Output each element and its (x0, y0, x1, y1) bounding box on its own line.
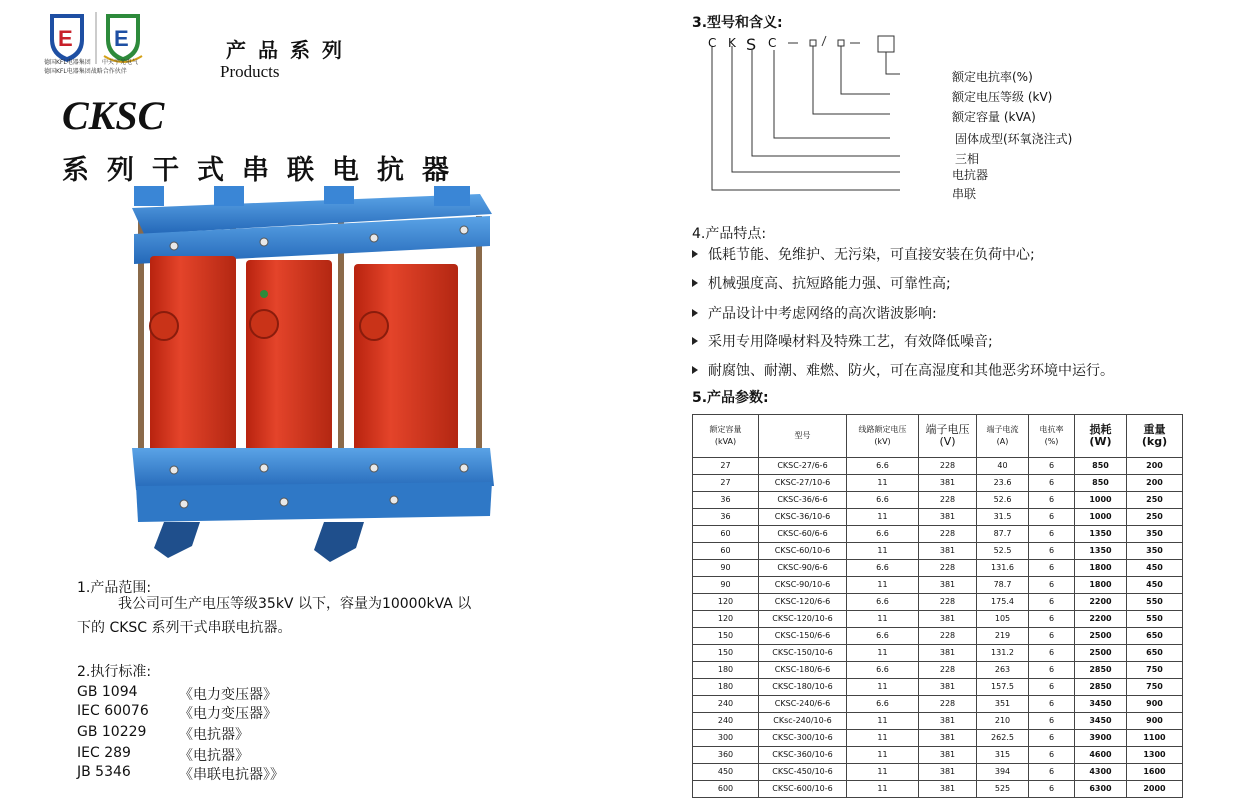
table-cell: CKSC-120/6-6 (759, 594, 847, 611)
standard-code: GB 10229 (77, 724, 147, 740)
table-cell: 250 (1127, 509, 1183, 526)
column-header: 端子电流 (A) (977, 415, 1029, 458)
table-cell: 381 (919, 543, 977, 560)
table-cell: 1300 (1127, 747, 1183, 764)
table-cell: 36 (693, 509, 759, 526)
table-cell: 11 (847, 577, 919, 594)
table-row (693, 594, 1183, 611)
table-cell: 350 (1127, 543, 1183, 560)
table-row (693, 662, 1183, 679)
table-cell: 6 (1029, 713, 1075, 730)
code-letter: K (728, 36, 736, 50)
table-cell: 6.6 (847, 628, 919, 645)
standard-item (77, 684, 277, 703)
table-cell: 6 (1029, 560, 1075, 577)
table-cell: 228 (919, 662, 977, 679)
model-meaning-heading: 3.型号和含义: (692, 15, 783, 31)
table-cell: 2850 (1075, 662, 1127, 679)
table-cell: CKSC-36/6-6 (759, 492, 847, 509)
table-cell: 381 (919, 611, 977, 628)
svg-text:E: E (58, 26, 73, 51)
table-cell: 2200 (1075, 611, 1127, 628)
feature-text: 采用专用降噪材料及特殊工艺，有效降低噪音; (708, 334, 993, 350)
table-cell: 105 (977, 611, 1029, 628)
feature-item (692, 244, 1035, 264)
table-cell: CKSC-27/10-6 (759, 475, 847, 492)
table-cell: CKSC-180/10-6 (759, 679, 847, 696)
table-cell: CKSC-36/10-6 (759, 509, 847, 526)
table-cell: 228 (919, 594, 977, 611)
table-cell: 2850 (1075, 679, 1127, 696)
table-cell: CKsc-240/10-6 (759, 713, 847, 730)
table-cell: 2500 (1075, 645, 1127, 662)
table-cell: 228 (919, 492, 977, 509)
table-cell: 381 (919, 781, 977, 798)
logo-caption-bottom: 德国KFL电器集团战略合作伙伴 (44, 68, 127, 75)
table-cell: 550 (1127, 611, 1183, 628)
table-cell: 6 (1029, 645, 1075, 662)
table-cell: 900 (1127, 696, 1183, 713)
table-cell: 6 (1029, 509, 1075, 526)
standard-name: 《电力变压器》 (179, 687, 277, 703)
table-cell: 6 (1029, 679, 1075, 696)
table-cell: 6 (1029, 662, 1075, 679)
table-cell: 228 (919, 628, 977, 645)
table-cell: CKSC-60/10-6 (759, 543, 847, 560)
table-cell: 219 (977, 628, 1029, 645)
table-row (693, 543, 1183, 560)
model-label-series: 串联 (952, 187, 977, 201)
table-row (693, 628, 1183, 645)
table-cell: CKSC-150/10-6 (759, 645, 847, 662)
table-cell: 90 (693, 560, 759, 577)
model-label-capacity: 额定容量 (kVA) (952, 110, 1036, 124)
bullet-triangle-icon (692, 279, 698, 287)
table-cell: 228 (919, 458, 977, 475)
table-cell: 60 (693, 543, 759, 560)
bullet-triangle-icon (692, 250, 698, 258)
table-cell: 600 (693, 781, 759, 798)
table-cell: 200 (1127, 475, 1183, 492)
table-cell: 450 (1127, 577, 1183, 594)
table-cell: 3450 (1075, 696, 1127, 713)
table-cell: 131.2 (977, 645, 1029, 662)
table-cell: 175.4 (977, 594, 1029, 611)
table-cell: 150 (693, 628, 759, 645)
column-header: 电抗率 (%) (1029, 415, 1075, 458)
feature-text: 产品设计中考虑网络的高次谐波影响: (708, 306, 937, 322)
table-cell: 23.6 (977, 475, 1029, 492)
table-row (693, 560, 1183, 577)
table-cell: 6 (1029, 492, 1075, 509)
table-cell: 6300 (1075, 781, 1127, 798)
table-cell: 850 (1075, 475, 1127, 492)
table-row (693, 696, 1183, 713)
table-cell: CKSC-90/6-6 (759, 560, 847, 577)
table-cell: 6.6 (847, 594, 919, 611)
table-cell: 36 (693, 492, 759, 509)
table-cell: 131.6 (977, 560, 1029, 577)
table-cell: 381 (919, 764, 977, 781)
feature-item (692, 273, 951, 293)
table-cell: 11 (847, 781, 919, 798)
model-code-diagram (700, 32, 900, 202)
table-cell: 240 (693, 713, 759, 730)
table-cell: 6.6 (847, 662, 919, 679)
feature-item (692, 303, 937, 323)
table-cell: 11 (847, 747, 919, 764)
table-cell: 120 (693, 594, 759, 611)
standard-name: 《电抗器》 (179, 727, 249, 743)
table-cell: 11 (847, 713, 919, 730)
table-cell: 228 (919, 526, 977, 543)
table-cell: 11 (847, 764, 919, 781)
bullet-triangle-icon (692, 337, 698, 345)
product-name-title: 系列干式串联电抗器 (62, 155, 467, 186)
column-header: 损耗 (W) (1075, 415, 1127, 458)
table-cell: 3450 (1075, 713, 1127, 730)
table-cell: 228 (919, 696, 977, 713)
model-label-reactance: 额定电抗率(%) (952, 70, 1033, 84)
table-cell: 2000 (1127, 781, 1183, 798)
table-cell: 11 (847, 611, 919, 628)
standard-code: IEC 60076 (77, 703, 149, 719)
table-cell: 450 (1127, 560, 1183, 577)
table-cell: 1600 (1127, 764, 1183, 781)
table-cell: 11 (847, 679, 919, 696)
table-cell: 850 (1075, 458, 1127, 475)
logo-caption-right: 中天宇光电气 (102, 59, 139, 66)
table-cell: 6 (1029, 526, 1075, 543)
feature-text: 机械强度高、抗短路能力强、可靠性高; (708, 276, 951, 292)
table-cell: 360 (693, 747, 759, 764)
standard-item (77, 724, 249, 743)
table-cell: 6.6 (847, 458, 919, 475)
table-cell: 240 (693, 696, 759, 713)
table-cell: 1000 (1075, 509, 1127, 526)
table-cell: 300 (693, 730, 759, 747)
table-cell: 350 (1127, 526, 1183, 543)
series-heading-en: Products (220, 62, 280, 81)
table-cell: 120 (693, 611, 759, 628)
params-heading: 5.产品参数: (692, 390, 769, 406)
standard-code: JB 5346 (77, 764, 131, 780)
table-cell: 11 (847, 645, 919, 662)
table-row (693, 679, 1183, 696)
column-header: 重量 (kg) (1127, 415, 1183, 458)
table-cell: 52.5 (977, 543, 1029, 560)
standard-item (77, 703, 277, 722)
scope-line-1: 我公司可生产电压等级35kV 以下，容量为10000kVA 以 (118, 596, 472, 612)
standard-code: GB 1094 (77, 684, 138, 700)
table-cell: 2200 (1075, 594, 1127, 611)
standard-name: 《电抗器》 (179, 748, 249, 764)
table-cell: 150 (693, 645, 759, 662)
table-row (693, 475, 1183, 492)
table-row (693, 492, 1183, 509)
table-cell: 11 (847, 543, 919, 560)
column-header: 线路额定电压 (kV) (847, 415, 919, 458)
table-cell: 381 (919, 730, 977, 747)
table-body (693, 458, 1183, 798)
table-cell: CKSC-240/6-6 (759, 696, 847, 713)
params-table (692, 414, 1183, 798)
series-heading-cn: 产品系列 (226, 38, 354, 62)
standard-item (77, 764, 284, 783)
table-cell: 1350 (1075, 543, 1127, 560)
table-cell: 60 (693, 526, 759, 543)
table-cell: 40 (977, 458, 1029, 475)
feature-item (692, 360, 1114, 380)
table-cell: CKSC-360/10-6 (759, 747, 847, 764)
table-cell: 6 (1029, 475, 1075, 492)
product-model-title: CKSC (62, 93, 165, 138)
table-cell: 900 (1127, 713, 1183, 730)
code-letter: C (768, 36, 777, 50)
table-cell: 27 (693, 475, 759, 492)
table-cell: 2500 (1075, 628, 1127, 645)
table-cell: 550 (1127, 594, 1183, 611)
table-cell: 381 (919, 475, 977, 492)
table-cell: 250 (1127, 492, 1183, 509)
bullet-triangle-icon (692, 366, 698, 374)
table-cell: 6 (1029, 628, 1075, 645)
table-cell: 11 (847, 475, 919, 492)
feature-item (692, 331, 993, 351)
table-cell: CKSC-300/10-6 (759, 730, 847, 747)
model-label-cast: 固体成型(环氧浇注式) (955, 132, 1073, 146)
bullet-triangle-icon (692, 309, 698, 317)
table-cell: 4600 (1075, 747, 1127, 764)
table-cell: 315 (977, 747, 1029, 764)
table-cell: 6 (1029, 781, 1075, 798)
reactor-product-image (124, 186, 504, 576)
table-cell: 31.5 (977, 509, 1029, 526)
table-cell: 87.7 (977, 526, 1029, 543)
table-cell: CKSC-150/6-6 (759, 628, 847, 645)
feature-text: 低耗节能、免维护、无污染，可直接安装在负荷中心; (708, 247, 1035, 263)
table-cell: 381 (919, 645, 977, 662)
table-cell: 381 (919, 509, 977, 526)
table-cell: 6 (1029, 594, 1075, 611)
model-label-three-phase: 三相 (955, 152, 980, 166)
logo-caption-left: 德国KFL电器集团 (44, 59, 91, 66)
standard-name: 《电力变压器》 (179, 706, 277, 722)
table-cell: 1800 (1075, 577, 1127, 594)
table-cell: 6 (1029, 764, 1075, 781)
table-cell: 90 (693, 577, 759, 594)
table-cell: 262.5 (977, 730, 1029, 747)
table-row (693, 577, 1183, 594)
table-cell: 381 (919, 747, 977, 764)
table-cell: CKSC-60/6-6 (759, 526, 847, 543)
table-cell: 263 (977, 662, 1029, 679)
table-cell: 381 (919, 713, 977, 730)
table-cell: 6.6 (847, 560, 919, 577)
company-logos (44, 10, 152, 78)
table-cell: 210 (977, 713, 1029, 730)
code-letter: S (746, 35, 757, 54)
table-cell: 180 (693, 662, 759, 679)
table-cell: 4300 (1075, 764, 1127, 781)
table-cell: CKSC-90/10-6 (759, 577, 847, 594)
code-letter: C (708, 36, 717, 50)
table-row (693, 747, 1183, 764)
table-row (693, 458, 1183, 475)
table-cell: 6.6 (847, 492, 919, 509)
table-cell: 180 (693, 679, 759, 696)
column-header: 端子电压 (V) (919, 415, 977, 458)
table-cell: 228 (919, 560, 977, 577)
table-cell: 52.6 (977, 492, 1029, 509)
table-cell: 650 (1127, 645, 1183, 662)
table-cell: 6 (1029, 577, 1075, 594)
table-cell: 1100 (1127, 730, 1183, 747)
table-cell: 1800 (1075, 560, 1127, 577)
table-cell: 750 (1127, 679, 1183, 696)
table-row (693, 730, 1183, 747)
column-header: 额定容量 (kVA) (693, 415, 759, 458)
table-cell: 3900 (1075, 730, 1127, 747)
table-cell: 6 (1029, 543, 1075, 560)
table-cell: 6 (1029, 458, 1075, 475)
standard-name: 《串联电抗器》》 (179, 767, 284, 783)
table-cell: CKSC-600/10-6 (759, 781, 847, 798)
features-heading: 4.产品特点: (692, 226, 767, 242)
table-cell: 6.6 (847, 696, 919, 713)
table-cell: 1350 (1075, 526, 1127, 543)
table-row (693, 764, 1183, 781)
table-cell: 351 (977, 696, 1029, 713)
table-cell: CKSC-120/10-6 (759, 611, 847, 628)
table-row (693, 526, 1183, 543)
table-row (693, 781, 1183, 798)
table-cell: CKSC-27/6-6 (759, 458, 847, 475)
table-cell: 6 (1029, 747, 1075, 764)
column-header: 型号 (759, 415, 847, 458)
table-cell: 394 (977, 764, 1029, 781)
table-cell: 1000 (1075, 492, 1127, 509)
table-row (693, 713, 1183, 730)
table-header-row (693, 415, 1183, 458)
table-cell: 6 (1029, 696, 1075, 713)
table-row (693, 611, 1183, 628)
table-cell: 27 (693, 458, 759, 475)
table-cell: 78.7 (977, 577, 1029, 594)
table-row (693, 645, 1183, 662)
table-cell: 525 (977, 781, 1029, 798)
table-cell: 650 (1127, 628, 1183, 645)
feature-text: 耐腐蚀、耐潮、难燃、防火，可在高湿度和其他恶劣环境中运行。 (708, 363, 1114, 379)
table-cell: CKSC-180/6-6 (759, 662, 847, 679)
table-cell: 381 (919, 577, 977, 594)
standard-code: IEC 289 (77, 745, 131, 761)
svg-text:E: E (114, 26, 129, 51)
standards-heading: 2.执行标准: (77, 664, 152, 680)
table-cell: 157.5 (977, 679, 1029, 696)
table-row (693, 509, 1183, 526)
standard-item (77, 745, 249, 764)
table-cell: 6 (1029, 730, 1075, 747)
table-cell: 11 (847, 509, 919, 526)
table-cell: 6 (1029, 611, 1075, 628)
scope-heading: 1.产品范围: (77, 580, 152, 596)
table-cell: 750 (1127, 662, 1183, 679)
table-cell: 11 (847, 730, 919, 747)
table-cell: 450 (693, 764, 759, 781)
table-cell: 381 (919, 679, 977, 696)
table-cell: 200 (1127, 458, 1183, 475)
model-label-reactor: 电抗器 (952, 168, 989, 182)
table-cell: CKSC-450/10-6 (759, 764, 847, 781)
model-label-voltage: 额定电压等级 (kV) (952, 90, 1053, 104)
scope-line-2: 下的 CKSC 系列干式串联电抗器。 (77, 620, 292, 636)
table-cell: 6.6 (847, 526, 919, 543)
